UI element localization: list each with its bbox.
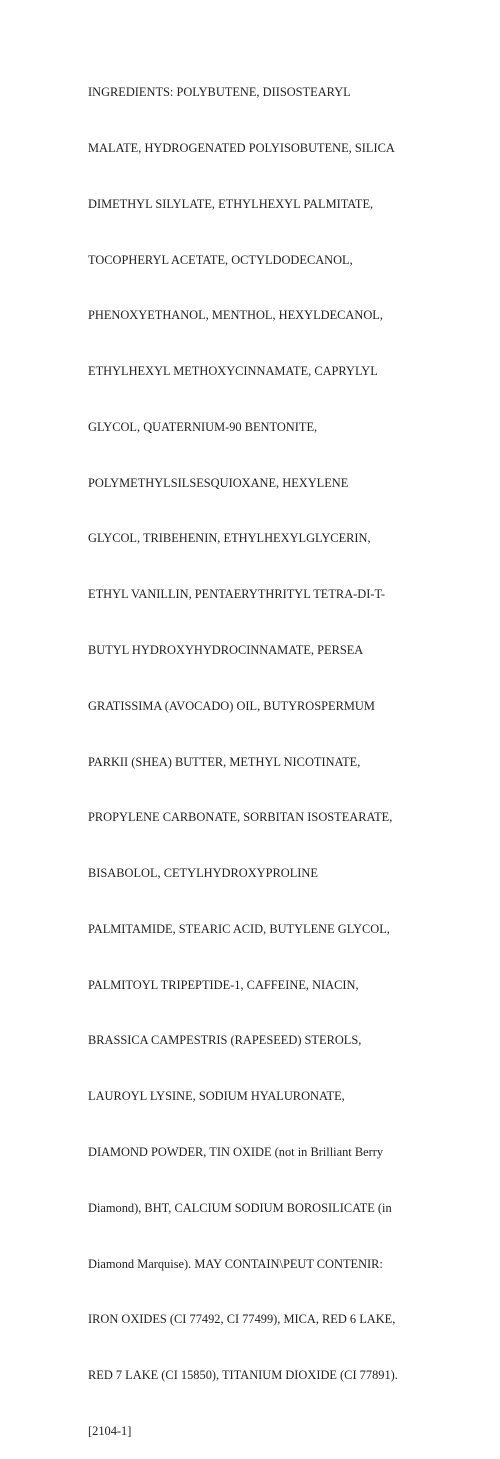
ingredients-line: BUTYL HYDROXYHYDROCINNAMATE, PERSEA	[88, 643, 364, 657]
ingredients-line: POLYMETHYLSILSESQUIOXANE, HEXYLENE	[88, 475, 349, 490]
ingredients-line: ETHYL VANILLIN, PENTAERYTHRITYL TETRA-DI-T-	[88, 587, 386, 602]
ingredients-line: GRATISSIMA (AVOCADO) OIL, BUTYROSPERMUM	[88, 698, 375, 713]
ingredients-line: IRON OXIDES (CI 77492, CI 77499), MICA, RED 6 LAKE,	[88, 1312, 396, 1327]
ingredients-line: BISABOLOL, CETYLHYDROXYPROLINE	[88, 866, 318, 881]
ingredients-line: RED 7 LAKE (CI 15850), TITANIUM DIOXIDE (CI 77891).	[88, 1368, 398, 1383]
ingredients-line: Diamond), BHT, CALCIUM SODIUM BOROSILICATE (in	[88, 1200, 392, 1215]
ingredients-line: LAUROYL LYSINE, SODIUM HYALURONATE,	[88, 1089, 345, 1104]
ingredients-line: GLYCOL, QUATERNIUM-90 BENTONITE,	[88, 419, 318, 434]
ingredients-list	[88, 46, 418, 1459]
ingredients-line: PARKII (SHEA) BUTTER, METHYL NICOTINATE,	[88, 754, 361, 769]
ingredients-line: PALMITOYL TRIPEPTIDE-1, CAFFEINE, NIACIN,	[88, 977, 359, 992]
ingredients-line: TOCOPHERYL ACETATE, OCTYLDODECANOL,	[88, 252, 353, 267]
ingredients-line: BRASSICA CAMPESTRIS (RAPESEED) STEROLS,	[88, 1033, 362, 1048]
ingredients-line: DIAMOND POWDER, TIN OXIDE (not in Brilliant Berry	[88, 1145, 384, 1160]
ingredients-line: PROPYLENE CARBONATE, SORBITAN ISOSTEARATE,	[88, 810, 393, 825]
ingredients-line: [2104-1]	[88, 1423, 132, 1438]
ingredients-line: MALATE, HYDROGENATED POLYISOBUTENE, SILICA	[88, 140, 395, 155]
ingredients-line: PHENOXYETHANOL, MENTHOL, HEXYLDECANOL,	[88, 308, 383, 323]
ingredients-line: DIMETHYL SILYLATE, ETHYLHEXYL PALMITATE,	[88, 196, 374, 211]
ingredients-line: GLYCOL, TRIBEHENIN, ETHYLHEXYLGLYCERIN,	[88, 531, 371, 546]
ingredients-line: Diamond Marquise). MAY CONTAIN\PEUT CONTENIR:	[88, 1256, 383, 1271]
ingredients-line: PALMITAMIDE, STEARIC ACID, BUTYLENE GLYCOL,	[88, 921, 390, 936]
ingredients-line: ETHYLHEXYL METHOXYCINNAMATE, CAPRYLYL	[88, 364, 378, 379]
ingredients-line: INGREDIENTS: POLYBUTENE, DIISOSTEARYL	[88, 85, 351, 100]
